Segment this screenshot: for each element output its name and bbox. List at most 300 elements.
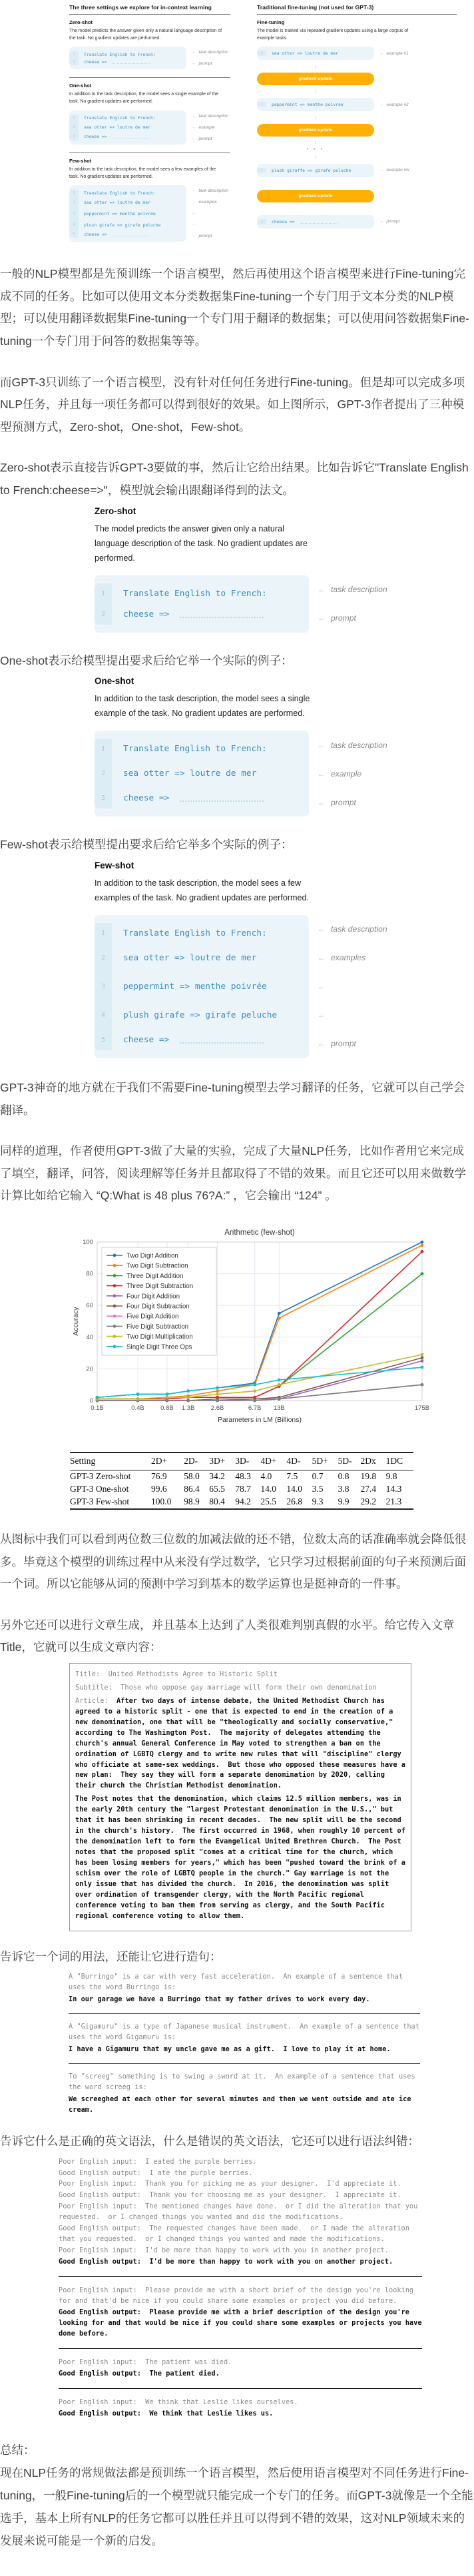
data-point xyxy=(421,1383,424,1387)
legend-label: Four Digit Subtraction xyxy=(126,1303,190,1311)
code-line xyxy=(95,915,474,944)
left-arrow-icon: ← xyxy=(379,219,384,224)
table-cell: 19.8 xyxy=(360,1471,377,1482)
table-cell: GPT-3 One-shot xyxy=(70,1484,129,1494)
gradient-update-pill: gradient update xyxy=(257,73,374,85)
data-point xyxy=(421,1272,424,1275)
code-text: plush girafe => girafe peluche xyxy=(84,222,161,228)
prompt-blank xyxy=(113,135,150,139)
column-divider xyxy=(69,77,230,78)
table-cell: GPT-3 Few-shot xyxy=(70,1496,130,1507)
legend-marker xyxy=(113,1315,117,1318)
code-cell xyxy=(69,196,186,208)
annotation xyxy=(318,759,361,788)
annotation xyxy=(379,98,409,111)
table-cell: 25.5 xyxy=(260,1496,277,1507)
code-line xyxy=(257,164,457,177)
data-point xyxy=(421,1241,424,1244)
gradient-update-pill: gradient update xyxy=(257,124,374,137)
left-arrow-icon: ← xyxy=(192,136,196,141)
annotation xyxy=(192,133,212,145)
code-line xyxy=(95,1030,474,1058)
zero-shot-mini-code xyxy=(69,47,230,69)
code-line xyxy=(95,604,474,633)
paragraph-grammar-intro: 告诉它什么是正确的英文语法，什么是错误的英文语法，它还可以进行语法纠错： xyxy=(0,2134,419,2148)
y-tick-label: 40 xyxy=(86,1333,93,1341)
table-cell: 3.8 xyxy=(338,1484,350,1494)
code-cell xyxy=(69,133,186,145)
annotation xyxy=(192,122,215,133)
line-number: 5 xyxy=(69,230,79,238)
table-cell: 65.5 xyxy=(209,1484,225,1494)
annotation-label: example xyxy=(198,125,215,130)
annotation-label: example #1 xyxy=(386,51,409,56)
sequence-gap xyxy=(257,180,457,188)
article-text: After two days of intense debate, the United Methodist Church has agreed to a historic split - one that is expected to end in the creation of a new denomination, one that will be "theologically and socially conservative," according to The Washington Post. The majority of delegates attending the church's annual General Conference in May voted to strengthen a ban on the ordination of LGBTQ clergy and to write new rules that will "discipline" clergy who officiate at same-sex weddings. But those who opposed these measures have a new plan: They say they will form a separate denomination by 2020, calling their church the Christian Methodist denomination. xyxy=(75,1696,410,1790)
y-tick-label: 0 xyxy=(89,1397,93,1405)
grammar-divider xyxy=(59,2348,422,2349)
grammar-block xyxy=(59,2358,422,2380)
left-arrow-icon: ← xyxy=(318,924,326,934)
table-cell: 78.7 xyxy=(235,1484,251,1494)
table-cell: 99.6 xyxy=(151,1484,167,1494)
annotation-label: examples xyxy=(331,953,366,963)
code-line xyxy=(69,208,230,219)
left-arrow-icon: ← xyxy=(192,61,196,67)
table-cell: 9.3 xyxy=(312,1496,324,1507)
table-cell: 9.9 xyxy=(338,1496,350,1507)
few-shot-heading: Few-shot xyxy=(95,860,134,870)
table-cell: 9.8 xyxy=(385,1471,397,1482)
annotation-label: prompt xyxy=(198,234,212,239)
code-line xyxy=(257,215,457,228)
prompt-blank xyxy=(180,795,264,802)
few-shot-code-block xyxy=(95,915,474,1058)
article-field-label: Subtitle: xyxy=(75,1683,121,1692)
line-number: 3 xyxy=(95,972,112,1001)
legend-marker xyxy=(113,1274,117,1277)
line-number: 1 xyxy=(95,739,112,759)
annotation-label: prompt xyxy=(331,1039,356,1049)
summary-label: 总结： xyxy=(0,2443,35,2457)
legend-label: Five Digit Addition xyxy=(126,1313,179,1321)
annotation xyxy=(379,215,399,228)
line-number: 3 xyxy=(69,133,79,141)
annotation xyxy=(379,47,409,60)
annotation-label: prompt xyxy=(386,219,400,224)
code-line xyxy=(69,47,230,58)
legend-label: Three Digit Addition xyxy=(126,1272,184,1280)
code-line xyxy=(257,98,457,111)
data-point xyxy=(421,1356,424,1359)
annotation-label: example #2 xyxy=(386,102,409,107)
paragraph-nlp-pretrain: 一般的NLP模型都是先预训练一个语言模型，然后再使用这个语言模型来进行Fine-tuning完成不同的任务。比如可以使用文本分类数据集Fine-tuning一个专门用于文本分类的NLP模型；可以使用翻译数据集Fine-tuning一个专门用于翻译的数据集；可以使用问答数据集Fine-tuning一个专门用于问答的数据集等等。 xyxy=(0,267,469,348)
code-text: cheese => xyxy=(84,134,107,140)
grammar-line: Poor English input: The mentioned changes have done. or I did the alteration that you requested. or I changed things you wanted and did the modifications. xyxy=(59,2202,422,2222)
x-tick-label: 0.8B xyxy=(160,1404,174,1412)
left-arrow-icon: ← xyxy=(192,113,196,119)
table-body xyxy=(70,1470,413,1509)
annotation-label: example xyxy=(331,769,362,779)
finetuning-sequence xyxy=(257,47,457,228)
annotation-label: task description xyxy=(198,188,228,194)
y-tick-label: 60 xyxy=(86,1302,93,1310)
annotation-label: prompt xyxy=(198,61,212,67)
annotation xyxy=(318,575,387,604)
legend-label: Two Digit Subtraction xyxy=(126,1262,188,1270)
data-point xyxy=(278,1379,281,1382)
left-arrow-icon: ← xyxy=(192,188,196,194)
paragraph-word-usage-intro: 告诉它一个词的用法，还能让它进行造句： xyxy=(0,1949,222,1963)
legend-marker xyxy=(113,1305,117,1308)
annotation-label: task description xyxy=(198,113,228,119)
paragraph-experiments: 同样的道理，作者使用GPT-3做了大量的实验，完成了大量NLP任务，比如作者用它来完成了填空，翻译，问答，阅读理解等任务并且都取得了不错的效果。而且它还可以用来做数学计算比如给它输入 “Q:What is 48 plus 76?A:” ，它会输出 “124” 。 xyxy=(0,1144,466,1203)
code-line xyxy=(95,575,474,604)
data-point xyxy=(136,1393,140,1396)
paragraph-article-generation: 另外它还可以进行文章生成，并且基本上达到了人类很难判别真假的水平。给它传入文章Title，它就可以生成文章内容： xyxy=(0,1618,455,1654)
code-cell xyxy=(69,58,186,69)
code-text: Translate English to French: xyxy=(123,928,267,938)
annotation xyxy=(318,604,356,633)
line-number: 1 xyxy=(257,102,266,107)
word-usage-prompt: A "Burringo" is a car with very fast acceleration. An example of a sentence that uses the word Burringo is: xyxy=(69,1973,407,1992)
column-header: 3D- xyxy=(235,1452,260,1470)
article-line xyxy=(75,1794,410,1921)
generated-article-box xyxy=(69,1663,411,1931)
table-cell: 14.3 xyxy=(385,1484,402,1494)
code-cell xyxy=(257,98,374,111)
annotation xyxy=(318,788,356,816)
code-text: cheese => xyxy=(123,1034,170,1045)
line-number: 1 xyxy=(257,168,266,173)
left-arrow-icon: ← xyxy=(379,102,384,107)
word-usage-block xyxy=(69,1972,420,2005)
finetuning-heading: Fine-tuning xyxy=(257,19,285,25)
code-cell xyxy=(69,122,186,133)
line-number: 5 xyxy=(95,1030,112,1050)
line-number: 1 xyxy=(257,51,266,56)
table-cell: 14.0 xyxy=(286,1484,303,1494)
prompt-blank xyxy=(300,220,338,224)
legend-label: Three Digit Subtraction xyxy=(126,1283,194,1291)
article-field-label: Article: xyxy=(75,1696,117,1705)
one-shot-mini-code xyxy=(69,111,230,145)
good-english-output: Good English output: I'd be more than happy to work with you on another project. xyxy=(59,2258,393,2266)
word-usage-examples xyxy=(69,1972,424,2116)
code-cell xyxy=(257,215,374,228)
table-cell: 76.9 xyxy=(151,1471,167,1482)
data-point xyxy=(421,1366,424,1369)
annotation-label: example #N xyxy=(386,168,409,173)
word-usage-block xyxy=(69,2072,420,2116)
column-header: 5D- xyxy=(338,1452,361,1470)
code-text: plush giraffe => girafe peluche xyxy=(272,167,352,173)
arithmetic-chart xyxy=(71,1226,474,1441)
column-header: 1DC xyxy=(386,1452,413,1470)
y-tick-label: 80 xyxy=(86,1270,93,1278)
column-header: 4D+ xyxy=(260,1452,286,1470)
code-line xyxy=(69,133,230,145)
data-point xyxy=(278,1312,281,1315)
paragraph-zero-shot-intro: Zero-shot表示直接告诉GPT-3要做的事，然后让它给出结果。比如告诉它"Translate English to French:cheese=>"，模型就会输出跟翻译得到的法文。 xyxy=(0,461,469,497)
code-cell xyxy=(69,47,186,58)
example-divider xyxy=(69,2063,420,2064)
finetuning-column-title: Traditional fine-tuning (not used for GPT-3) xyxy=(257,4,457,15)
column-header: 2Dx xyxy=(361,1452,386,1470)
table-cell: 7.5 xyxy=(286,1471,298,1482)
data-point xyxy=(278,1383,281,1387)
grammar-line: Poor English input: I'd be more than happy to work with you in another project. xyxy=(59,2246,389,2255)
article-text: Those who oppose gay marriage will form their own denomination xyxy=(120,1683,377,1692)
paragraph-chart-comment: 从图标中我们可以看到两位数三位数的加减法做的还不错，位数太高的话准确率就会降低很多。毕竟这个模型的训练过程中从来没有学过数学，它只学习过根据前面的句子来预测后面一个词。所以它能够从词的预测中学习到基本的数学运算也是挺神奇的一件事。 xyxy=(0,1532,466,1591)
y-axis-label: Accuracy xyxy=(72,1307,80,1336)
legend-marker xyxy=(113,1325,117,1328)
annotation xyxy=(192,58,212,69)
legend-label: Single Digit Three Ops xyxy=(126,1343,192,1351)
y-tick-label: 100 xyxy=(83,1238,93,1246)
gpt3-incontext-vs-finetuning-figure xyxy=(0,0,474,244)
data-point xyxy=(186,1396,190,1399)
grammar-correction-examples xyxy=(59,2157,426,2419)
down-arrow-icon: ↓ xyxy=(314,87,318,95)
code-cell xyxy=(95,788,309,816)
legend-marker xyxy=(113,1294,117,1297)
line-number: 1 xyxy=(69,189,79,196)
summary-text: 现在NLP任务的常规做法都是预训练一个语言模型，然后使用语言模型对不同任务进行Fine-tuning，一般Fine-tuning后的一个模型就只能完成一个专门的任务。而GPT-3就像是一个全能选手，基本上所有NLP的任务它都可以胜任并且可以得到不错的效果，这对NLP领域未来的发展来说可能是一个新的启发。 xyxy=(0,2465,473,2548)
legend-marker xyxy=(113,1254,117,1257)
data-point xyxy=(421,1359,424,1363)
data-point xyxy=(421,1250,424,1253)
annotation xyxy=(192,111,228,122)
code-cell xyxy=(257,164,374,177)
prompt-blank xyxy=(180,611,264,618)
grammar-line: Poor English input: The patient was died. xyxy=(59,2358,232,2366)
data-point xyxy=(136,1397,140,1401)
left-arrow-icon: ← xyxy=(192,222,196,228)
code-line xyxy=(95,759,474,788)
legend-label: Five Digit Subtraction xyxy=(126,1323,189,1331)
column-header: 2D+ xyxy=(151,1452,184,1470)
code-text: sea otter => loutre de mer xyxy=(84,199,151,205)
data-point xyxy=(421,1243,424,1247)
code-text: peppermint => menthe poivrée xyxy=(272,102,344,108)
x-tick-label: 175B xyxy=(414,1404,430,1412)
article-line xyxy=(75,1683,405,1694)
x-tick-label: 2.6B xyxy=(210,1404,224,1412)
code-text: sea otter => loutre de mer xyxy=(123,952,257,963)
down-arrow-icon: ↓ xyxy=(314,139,318,146)
code-line xyxy=(69,185,230,196)
prompt-blank xyxy=(180,1036,264,1044)
table-cell: 0.7 xyxy=(312,1471,324,1482)
legend-marker xyxy=(113,1264,117,1267)
table-row xyxy=(70,1483,413,1496)
x-tick-label: 0.4B xyxy=(131,1404,144,1412)
one-shot-mini-heading: One-shot xyxy=(69,83,92,89)
code-cell xyxy=(95,972,309,1001)
x-tick-label: 0.1B xyxy=(91,1404,104,1412)
left-arrow-icon: ← xyxy=(318,613,326,623)
arithmetic-results-table xyxy=(70,1452,413,1510)
line-number: 2 xyxy=(69,58,79,65)
data-point xyxy=(216,1389,219,1393)
column-header: 3D+ xyxy=(209,1452,235,1470)
article-text: The Post notes that the denomination, which claims 12.5 million members, was in the early 20th century the "largest Protestant denomination in the U.S.," but that it has been shrinking in recent decades. The new split will be the second in the church's history. The first occurred in 1968, when roughly 10 percent of the denomination left to form the Evangelical United Brethren Church. The Post notes that the proposed split "comes at a critical time for the church, which has been losing members for years," which has been "pushed toward the brink of a schism over the role of LGBTQ people in the church." Gay marriage is not the only issue that has divided the church. In 2016, the denomination was split over ordination of transgender clergy, with the North Pacific regional conference voting to ban them from serving as clergy, and the South Pacific regional conference voting to allow them. xyxy=(75,1795,410,1920)
table-cell: 21.3 xyxy=(385,1496,402,1507)
annotation-label: task description xyxy=(331,924,387,934)
grammar-divider xyxy=(59,2388,422,2389)
one-shot-desc: In addition to the task description, the model sees a single example of the task. No gradient updates are performed. xyxy=(95,694,310,719)
code-cell xyxy=(69,111,186,122)
annotation xyxy=(379,164,409,177)
code-cell xyxy=(95,759,309,788)
word-usage-output: In our garage we have a Burringo that my father drives to work every day. xyxy=(69,1995,370,2004)
line-number: 2 xyxy=(95,759,112,788)
code-cell xyxy=(69,230,186,242)
column-header: Setting xyxy=(70,1452,151,1470)
code-cell xyxy=(69,219,186,230)
line-number: 1 xyxy=(257,219,266,224)
good-english-output: Good English output: We think that Leslie likes us. xyxy=(59,2409,274,2417)
one-shot-heading: One-shot xyxy=(95,676,134,687)
table-cell: 100.0 xyxy=(151,1496,172,1507)
left-arrow-icon: ← xyxy=(318,953,326,963)
article-line xyxy=(75,1696,410,1792)
data-point xyxy=(253,1399,256,1403)
code-cell xyxy=(95,1030,309,1058)
legend-label: Four Digit Addition xyxy=(126,1293,180,1301)
grammar-line: Poor English input: We think that Leslie likes ourselves. xyxy=(59,2398,298,2406)
x-tick-label: 1.3B xyxy=(181,1404,195,1412)
table-cell: 94.2 xyxy=(235,1496,251,1507)
line-number: 2 xyxy=(95,604,112,625)
code-line xyxy=(69,196,230,208)
article-line xyxy=(75,1670,405,1680)
code-cell xyxy=(69,208,186,219)
few-shot-mini-desc: In addition to the task description, the model sees a few examples of the task. No gradient updates are performed. xyxy=(69,166,216,179)
one-shot-figure xyxy=(95,676,474,816)
summary-section xyxy=(0,2439,474,2553)
article-text: United Methodists Agree to Historic Split xyxy=(108,1670,278,1678)
data-point xyxy=(186,1399,190,1403)
table-row xyxy=(70,1470,413,1483)
left-arrow-icon: ← xyxy=(318,740,326,750)
code-text: sea otter => loutre de mer xyxy=(272,51,339,57)
line-number: 2 xyxy=(69,122,79,133)
data-point xyxy=(166,1393,169,1396)
zero-shot-code-block xyxy=(95,575,474,633)
code-text: sea otter => loutre de mer xyxy=(84,125,151,131)
down-arrow-icon: ↓ xyxy=(314,63,318,70)
zero-shot-mini-desc: The model predicts the answer given only a natural language description of the task. No gradient updates are performed. xyxy=(69,29,222,41)
grammar-line: Good English output: I ate the purple berries. xyxy=(59,2168,253,2177)
line-number: 1 xyxy=(69,115,79,122)
paragraph-few-shot-intro: Few-shot表示给模型提出要求后给它举多个实际的例子： xyxy=(0,838,293,852)
finetune-example xyxy=(257,164,457,177)
data-point xyxy=(421,1353,424,1357)
code-line xyxy=(69,230,230,242)
table-cell: 4.0 xyxy=(260,1471,272,1482)
good-english-output: Good English output: The patient died. xyxy=(59,2369,220,2378)
column-header: 2D- xyxy=(184,1452,209,1470)
data-point xyxy=(166,1399,169,1403)
table-row xyxy=(70,1496,413,1509)
annotation-label: prompt xyxy=(198,136,212,141)
data-point xyxy=(96,1396,99,1399)
few-shot-figure xyxy=(95,860,474,1058)
table-cell: 14.0 xyxy=(260,1484,277,1494)
grammar-line: Good English output: Thank you for choosing me as your designer. I appreciate it. xyxy=(59,2191,401,2200)
annotation xyxy=(192,219,199,230)
prompt-blank xyxy=(113,232,150,236)
annotation xyxy=(318,1030,356,1058)
code-line xyxy=(95,788,474,816)
column-header: 5D+ xyxy=(312,1452,338,1470)
code-cell xyxy=(95,1001,309,1030)
code-text: cheese => xyxy=(84,231,107,237)
annotation xyxy=(318,944,365,972)
left-arrow-icon: ← xyxy=(318,1010,326,1020)
left-arrow-icon: ← xyxy=(379,51,384,56)
incontext-column xyxy=(69,4,230,244)
data-point xyxy=(216,1386,219,1389)
line-number: 2 xyxy=(95,944,112,972)
code-text: cheese => xyxy=(123,609,170,619)
left-arrow-icon: ← xyxy=(318,982,326,992)
data-point xyxy=(216,1393,219,1396)
line-number: 4 xyxy=(69,219,79,230)
finetune-example xyxy=(257,98,457,111)
gradient-update-pill: gradient update xyxy=(257,190,374,202)
word-usage-prompt: To "screeg" something is to swing a sword at it. An example of a sentence that uses the word screeg is: xyxy=(69,2073,419,2092)
code-line xyxy=(69,111,230,122)
legend-marker xyxy=(113,1335,117,1338)
code-line xyxy=(69,122,230,133)
table-cell: 98.9 xyxy=(184,1496,200,1507)
code-cell xyxy=(257,47,374,60)
x-tick-label: 6.7B xyxy=(248,1404,262,1412)
code-line xyxy=(257,47,457,60)
grammar-line: Poor English input: Please provide me with a short brief of the design you're looking for and that'd be nice if you could share some examples or project you did before. xyxy=(59,2286,418,2306)
left-arrow-icon: ← xyxy=(379,168,384,173)
code-text: Translate English to French: xyxy=(84,190,156,196)
table-cell: 48.3 xyxy=(235,1471,251,1482)
code-text: cheese => xyxy=(84,59,107,65)
incontext-column-title: The three settings we explore for in-context learning xyxy=(69,4,230,15)
code-text: plush girafe => girafe peluche xyxy=(123,1010,278,1020)
code-line xyxy=(95,1001,474,1030)
finetuning-desc: The model is trained via repeated gradient updates using a large corpus of example tasks. xyxy=(257,29,409,41)
paragraph-one-shot-intro: One-shot表示给模型提出要求后给它举一个实际的例子： xyxy=(0,653,293,667)
good-english-output: Good English output: Please provide me with a brief description of the design you're looking for and that would be nice if you could share some examples or projects you have done before. xyxy=(59,2308,426,2338)
code-text: cheese => xyxy=(272,218,295,224)
code-text: peppermint => menthe poivrée xyxy=(123,981,267,992)
chart-title: Arithmetic (few-shot) xyxy=(224,1228,295,1237)
annotation xyxy=(192,47,228,58)
finetune-example xyxy=(257,215,457,228)
annotation xyxy=(192,196,217,208)
example-divider xyxy=(69,2013,420,2014)
left-arrow-icon: ← xyxy=(318,1039,326,1049)
grammar-line: Good English output: The requested changes have been made. or I made the alteration that you requested. or I changed things you wanted and made the modifications. xyxy=(59,2224,414,2244)
line-number: 1 xyxy=(69,51,79,58)
paragraph-gpt3-magic: GPT-3神奇的地方就在于我们不需要Fine-tuning模型去学习翻译的任务，它就可以自己学会翻译。 xyxy=(0,1080,465,1117)
annotation xyxy=(192,208,199,219)
grammar-block xyxy=(59,2157,422,2268)
code-line xyxy=(95,944,474,972)
table-cell: GPT-3 Zero-shot xyxy=(70,1471,131,1482)
code-cell xyxy=(95,944,309,972)
